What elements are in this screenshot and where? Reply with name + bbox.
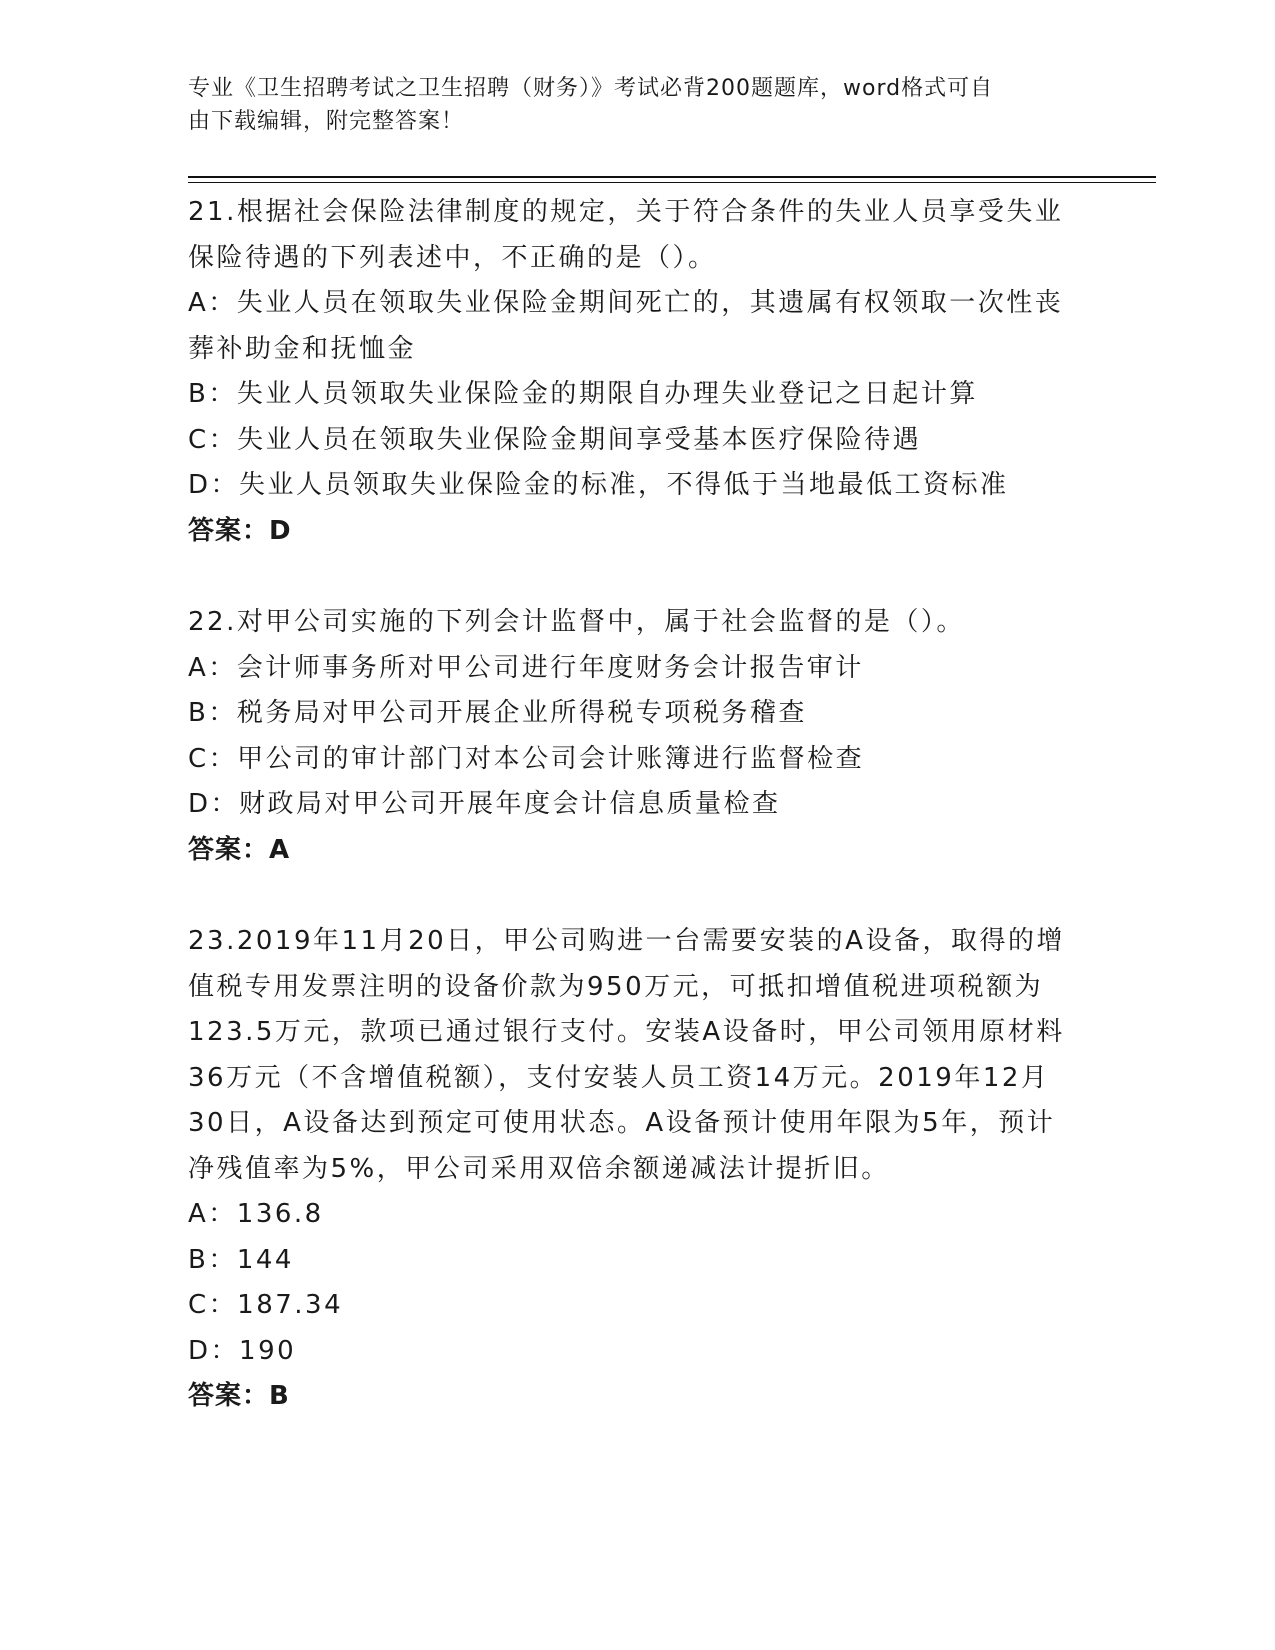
- question-stem-line: 22.对甲公司实施的下列会计监督中，属于社会监督的是（）。: [188, 607, 965, 637]
- option-c: C：187.34: [188, 1290, 344, 1320]
- spacer: [188, 554, 1088, 600]
- question-list: [188, 190, 1088, 1420]
- option-c: C：失业人员在领取失业保险金期间享受基本医疗保险待遇: [188, 424, 922, 455]
- header-line-2: 由下载编辑，附完整答案！: [188, 109, 465, 134]
- question-22: [188, 600, 1088, 873]
- option-b: B：税务局对甲公司开展企业所得税专项税务稽查: [188, 698, 807, 728]
- option-d: D：财政局对甲公司开展年度会计信息质量检查: [188, 789, 781, 819]
- option-b: B：失业人员领取失业保险金的期限自办理失业登记之日起计算: [188, 379, 978, 409]
- answer-label: 答案：B: [188, 1381, 290, 1411]
- question-stem-line: 值税专用发票注明的设备价款为950万元，可抵扣增值税进项税额为: [188, 971, 1044, 1002]
- option-b: B：144: [188, 1244, 294, 1275]
- question-stem-line: 净残值率为5%，甲公司采用双倍余额递减法计提折旧。: [188, 1153, 890, 1184]
- header-divider-thick: [188, 176, 1156, 178]
- option-a: A：失业人员在领取失业保险金期间死亡的，其遗属有权领取一次性丧: [188, 288, 1064, 318]
- option-d: D：失业人员领取失业保险金的标准，不得低于当地最低工资标准: [188, 470, 1009, 500]
- question-stem-line: 123.5万元，款项已通过银行支付。安装A设备时，甲公司领用原材料: [188, 1017, 1065, 1047]
- header-line-1: 专业《卫生招聘考试之卫生招聘（财务）》考试必背200题题库，word格式可自: [188, 76, 994, 101]
- spacer: [188, 873, 1088, 919]
- answer-label: 答案：D: [188, 515, 292, 546]
- answer-label: 答案：A: [188, 834, 291, 865]
- question-23: [188, 919, 1088, 1420]
- question-stem-line: 21.根据社会保险法律制度的规定，关于符合条件的失业人员享受失业: [188, 197, 1064, 227]
- question-stem-line: 36万元（不含增值税额），支付安装人员工资14万元。2019年12月: [188, 1062, 1050, 1093]
- option-a: A：会计师事务所对甲公司进行年度财务会计报告审计: [188, 652, 864, 683]
- question-21: [188, 190, 1088, 554]
- header-divider-thin: [188, 182, 1156, 183]
- question-stem-line: 23.2019年11月20日，甲公司购进一台需要安装的A设备，取得的增: [188, 926, 1065, 956]
- document-header: [188, 72, 1088, 138]
- option-d: D：190: [188, 1335, 297, 1366]
- option-c: C：甲公司的审计部门对本公司会计账簿进行监督检查: [188, 743, 865, 774]
- option-a-continued: 葬补助金和抚恤金: [188, 333, 417, 364]
- option-a: A：136.8: [188, 1199, 324, 1229]
- question-stem-line: 保险待遇的下列表述中，不正确的是（）。: [188, 242, 717, 273]
- question-stem-line: 30日，A设备达到预定可使用状态。A设备预计使用年限为5年，预计: [188, 1108, 1056, 1138]
